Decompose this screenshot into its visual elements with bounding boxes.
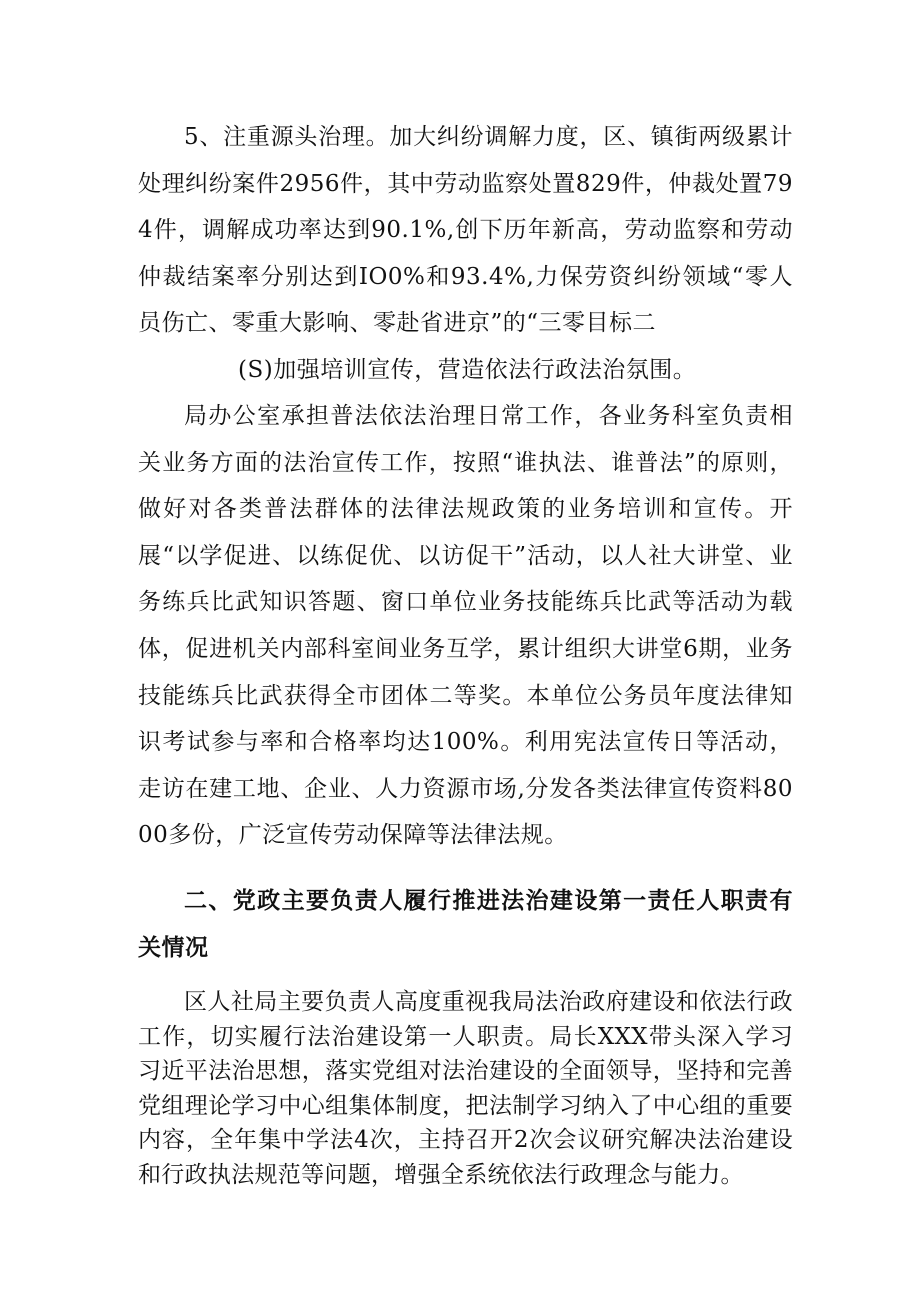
paragraph-training-body: 局办公室承担普法依法治理日常工作，各业务科室负责相关业务方面的法治宣传工作，按照“谁执法、谁普法”的原则，做好对各类普法群体的法律法规政策的业务培训和宣传。开展“以学促进、以练促优、以访促干”活动，以人社大讲堂、业务练兵比武知识答题、窗口单位业务技能练兵比武等活动为载体，促进机关内部科室间业务互学，累计组织大讲堂6期，业务技能练兵比武获得全市团体二等奖。本单位公务员年度法律知识考试参与率和合格率均达100%。利用宪法宣传日等活动，走访在建工地、企业、人力资源市场,分发各类法律宣传资料8000多份，广泛宣传劳动保障等法律法规。 [138,403,793,849]
paragraph-leader-duties: 区人社局主要负责人高度重视我局法治政府建设和依法行政工作，切实履行法治建设第一人职责。局长XXX带头深入学习习近平法治思想，落实党组对法治建设的全面领导，坚持和完善党组理论学习中心组集体制度，把法制学习纳入了中心组的重要内容，全年集中学法4次，主持召开2次会议研究解决法治建设和行政执法规范等问题，增强全系统依法行政理念与能力。 [138,989,793,1188]
paragraph-source-governance: 5、注重源头治理。加大纠纷调解力度，区、镇街两级累计处理纠纷案件2956件，其中劳动监察处置829件，仲裁处置794件，调解成功率达到90.1%,创下历年新高，劳动监察和劳动仲裁结案率分别达到IO0%和93.4%,力保劳资纠纷领域“零人员伤亡、零重大影响、零赴省进京”的“三零目标二 [138,124,793,337]
section-heading: 二、党政主要负责人履行推进法治建设第一责任人职责有关情况 [138,888,793,961]
paragraph-training-title: (S)加强培训宣传，营造依法行政法治氛围。 [238,357,697,383]
